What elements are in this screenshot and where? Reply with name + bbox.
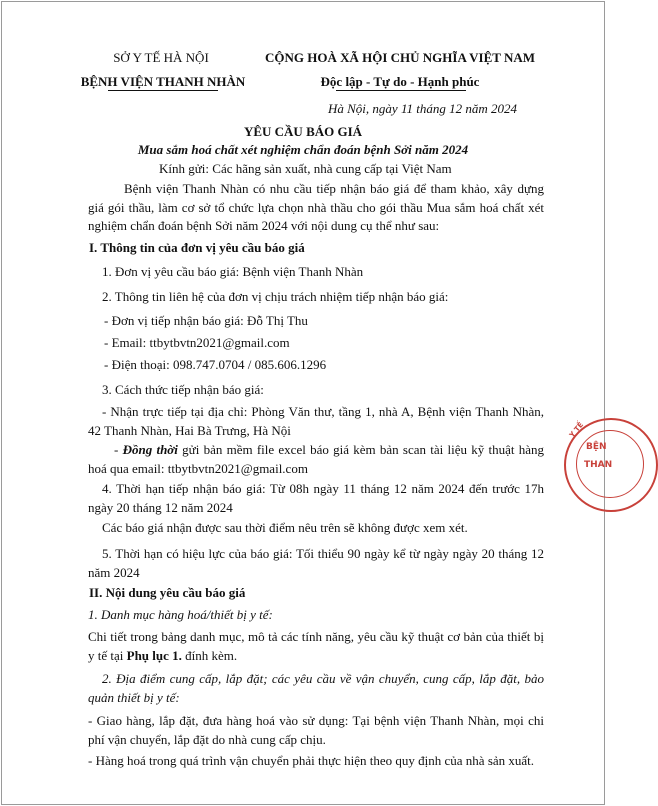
nation-title: CỘNG HOÀ XÃ HỘI CHỦ NGHĨA VIỆT NAM bbox=[264, 50, 536, 65]
stamp-text-side: Y TẾ bbox=[567, 420, 586, 440]
contact-email: - Email: ttbytbvtn2021@gmail.com bbox=[104, 335, 290, 350]
official-stamp bbox=[564, 418, 658, 512]
hospital-underline bbox=[108, 90, 218, 91]
recipient-line: Kính gửi: Các hãng sản xuất, nhà cung cấp tại Việt Nam bbox=[159, 161, 452, 176]
section1-item1: 1. Đơn vị yêu cầu báo giá: Bệnh viện Thanh Nhàn bbox=[102, 264, 364, 279]
appendix-ref: Phụ lục 1. bbox=[126, 647, 182, 663]
section2-heading: II. Nội dung yêu cầu báo giá bbox=[89, 585, 246, 600]
document-subtitle: Mua sắm hoá chất xét nghiệm chẩn đoán bệnh Sởi năm 2024 bbox=[137, 142, 469, 157]
section2-sub2: 2. Địa điểm cung cấp, lắp đặt; các yêu cầu về vận chuyển, cung cấp, lắp đặt, bảo quản thiết bị y tế: bbox=[88, 671, 544, 705]
section1-item4: 4. Thời hạn tiếp nhận báo giá: Từ 08h ngày 11 tháng 12 năm 2024 đến trước 17h ngày 20 tháng 12 năm 2024 bbox=[88, 481, 544, 515]
motto: Độc lập - Tự do - Hạnh phúc bbox=[320, 74, 480, 89]
section2-sub1: 1. Danh mục hàng hoá/thiết bị y tế: bbox=[88, 607, 273, 622]
simultaneous-email-note bbox=[88, 441, 544, 478]
detail-pre: Chi tiết trong bảng danh mục, mô tả các tính năng, yêu cầu kỹ thuật cơ bản của thiết bị y tế tại bbox=[88, 629, 544, 663]
motto-underline bbox=[336, 90, 466, 91]
contact-phone: - Điện thoại: 098.747.0704 / 085.606.1296 bbox=[104, 357, 327, 372]
intro-paragraph: Bệnh viện Thanh Nhàn có nhu cầu tiếp nhận báo giá để tham khảo, xây dựng giá gói thầu, làm cơ sở tổ chức lựa chọn nhà thầu cho gói thầu Mua sắm hoá chất xét nghiệm chẩn đoán bệnh Sởi năm 2024 với nội dung cụ thể như sau: bbox=[88, 181, 544, 233]
stamp-text-top: BỆN bbox=[586, 442, 607, 452]
transport-terms: - Hàng hoá trong quá trình vận chuyển phải thực hiện theo quy định của nhà sản xuất. bbox=[88, 753, 535, 768]
document-date: Hà Nội, ngày 11 tháng 12 năm 2024 bbox=[328, 101, 517, 116]
section1-item3: 3. Cách thức tiếp nhận báo giá: bbox=[102, 382, 264, 397]
detail-paragraph bbox=[88, 628, 544, 665]
section1-item2: 2. Thông tin liên hệ của đơn vị chịu trách nhiệm tiếp nhận báo giá: bbox=[102, 289, 449, 304]
simultaneous-rest: gửi bản mềm file excel báo giá kèm bản scan tài liệu kỹ thuật hàng hoá qua email: ttbytbvtn2021@gmail.com bbox=[88, 442, 544, 476]
detail-post: đính kèm. bbox=[181, 647, 238, 663]
simultaneous-bold: Đồng thời bbox=[122, 442, 178, 457]
stamp-text-bottom: THAN bbox=[584, 460, 613, 470]
delivery-terms: - Giao hàng, lắp đặt, đưa hàng hoá vào sử dụng: Tại bệnh viện Thanh Nhàn, mọi chi phí vận chuyển, lắp đặt do nhà cung cấp chịu. bbox=[88, 713, 544, 747]
section1-heading: I. Thông tin của đơn vị yêu cầu báo giá bbox=[89, 240, 305, 255]
section1-item5: 5. Thời hạn có hiệu lực của báo giá: Tối thiểu 90 ngày kể từ ngày ngày 20 tháng 12 năm 2024 bbox=[88, 546, 544, 580]
direct-delivery-address: - Nhận trực tiếp tại địa chỉ: Phòng Văn thư, tầng 1, nhà A, Bệnh viện Thanh Nhàn, 42 Thanh Nhàn, Hai Bà Trưng, Hà Nội bbox=[88, 404, 544, 438]
document-title: YÊU CẦU BÁO GIÁ bbox=[243, 124, 363, 139]
simultaneous-prefix: - bbox=[114, 442, 123, 457]
hospital-name: BỆNH VIỆN THANH NHÀN bbox=[80, 74, 246, 89]
contact-unit: - Đơn vị tiếp nhận báo giá: Đỗ Thị Thu bbox=[104, 313, 308, 328]
ministry-name: SỞ Y TẾ HÀ NỘI bbox=[113, 50, 209, 65]
late-submission-note: Các báo giá nhận được sau thời điểm nêu trên sẽ không được xem xét. bbox=[102, 520, 468, 535]
